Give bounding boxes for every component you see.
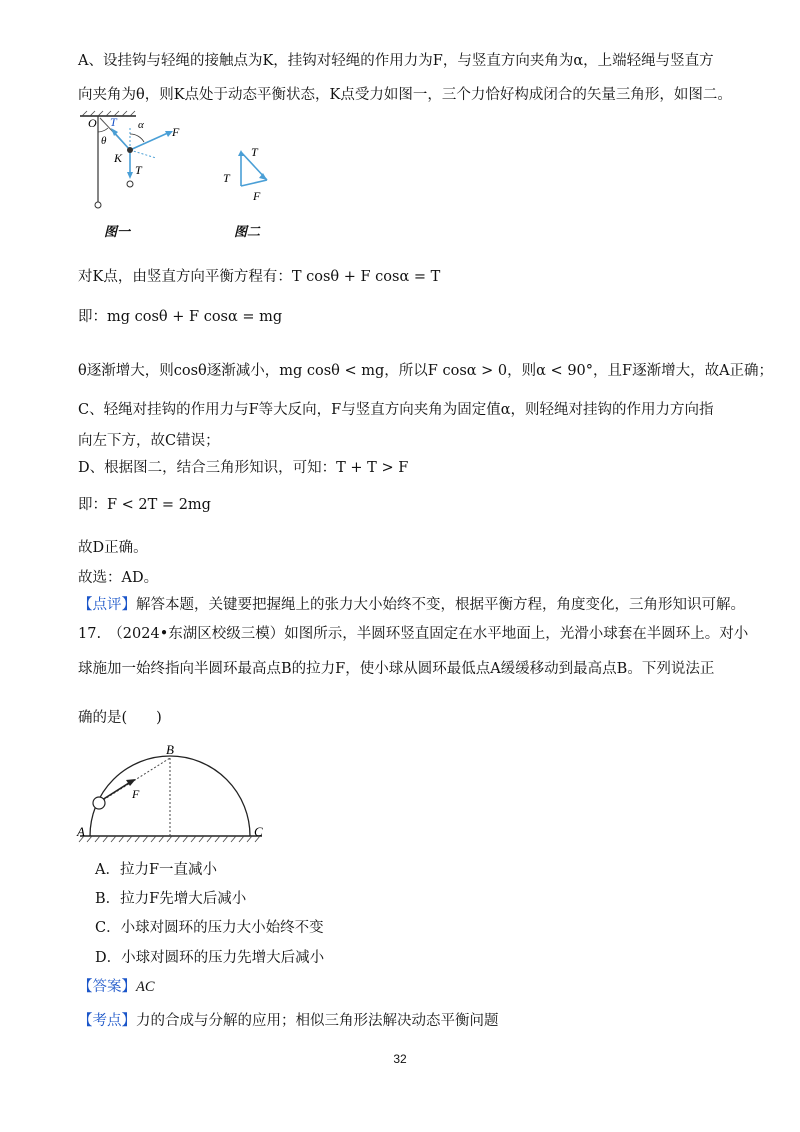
answer-text: AC bbox=[136, 979, 155, 995]
label-F: F bbox=[172, 125, 180, 139]
fig2-label-T-top: T bbox=[251, 145, 258, 159]
figure-one bbox=[74, 110, 204, 240]
question-17-line-3: 确的是( ) bbox=[78, 710, 162, 726]
para-d: D、根据图二，结合三角形知识，可知：T + T > F bbox=[78, 460, 409, 476]
fig2-label-T-left: T bbox=[223, 171, 230, 185]
figure-two-caption: 图二 bbox=[234, 225, 261, 240]
answer-tag: 【答案】 bbox=[78, 979, 136, 995]
option-b: B．拉力F先增大后减小 bbox=[95, 891, 247, 907]
equation-ji-2: 即：F < 2T = 2mg bbox=[78, 497, 211, 513]
option-d: D．小球对圆环的压力先增大后减小 bbox=[95, 950, 325, 966]
figure-one-caption: 图一 bbox=[104, 225, 131, 240]
label-B: B bbox=[166, 742, 174, 757]
option-a: A．拉力F一直减小 bbox=[95, 862, 218, 878]
para-a-line-2: 向夹角为θ，则K点处于动态平衡状态，K点受力如图一，三个力恰好构成闭合的矢量三角形，如图二。 bbox=[78, 87, 732, 103]
label-theta: θ bbox=[101, 135, 107, 147]
choice-line: 故选：AD。 bbox=[78, 570, 159, 586]
comment-line bbox=[78, 594, 745, 616]
equation-intro: 对K点，由竖直方向平衡方程有：T cosθ + F cosα = T bbox=[78, 269, 441, 285]
comment-text: 解答本题，关键要把握绳上的张力大小始终不变，根据平衡方程，角度变化，三角形知识可解。 bbox=[136, 597, 745, 613]
page-number: 32 bbox=[393, 1052, 407, 1066]
kaodian-tag: 【考点】 bbox=[78, 1013, 136, 1029]
kaodian-line bbox=[78, 1010, 740, 1032]
para-a-line-1: A、设挂钩与轻绳的接触点为K，挂钩对轻绳的作用力为F，与竖直方向夹角为α，上端轻绳与竖直方 bbox=[78, 53, 714, 69]
label-T-down: T bbox=[135, 163, 142, 177]
comment-tag: 【点评】 bbox=[78, 597, 136, 613]
label-A: A bbox=[77, 824, 85, 839]
para-c-line-1: C、轻绳对挂钩的作用力与F等大反向，F与竖直方向夹角为固定值α，则轻绳对挂钩的作用力方向指 bbox=[78, 402, 714, 418]
question-17-line-1: 17. （2024•东湖区校级三模）如图所示，半圆环竖直固定在水平地面上，光滑小球套在半圆环上。对小 bbox=[78, 626, 749, 642]
label-alpha: α bbox=[138, 119, 144, 131]
equation-ji-1: 即：mg cosθ + F cosα = mg bbox=[78, 309, 283, 325]
label-C: C bbox=[254, 824, 263, 839]
figure-semicircle bbox=[70, 742, 270, 848]
fig2-label-F: F bbox=[253, 189, 261, 203]
question-17-line-2: 球施加一始终指向半圆环最高点B的拉力F，使小球从圆环最低点A缓缓移动到最高点B。下列说法正 bbox=[78, 661, 715, 677]
label-F-arrow: F bbox=[132, 787, 140, 801]
label-T-up: T bbox=[110, 115, 117, 129]
label-O: O bbox=[88, 116, 97, 130]
label-K: K bbox=[114, 151, 123, 165]
kaodian-text: 力的合成与分解的应用；相似三角形法解决动态平衡问题 bbox=[136, 1013, 499, 1029]
conclusion-d: 故D正确。 bbox=[78, 540, 148, 556]
option-c: C．小球对圆环的压力大小始终不变 bbox=[95, 920, 324, 936]
figure-two bbox=[215, 140, 285, 220]
para-c-line-2: 向左下方，故C错误； bbox=[78, 433, 220, 449]
analysis-line: θ逐渐增大，则cosθ逐渐减小，mg cosθ < mg，所以F cosα > 0，则α < 90°，且F逐渐增大，故A正确； bbox=[78, 363, 774, 379]
answer-line bbox=[78, 976, 740, 998]
